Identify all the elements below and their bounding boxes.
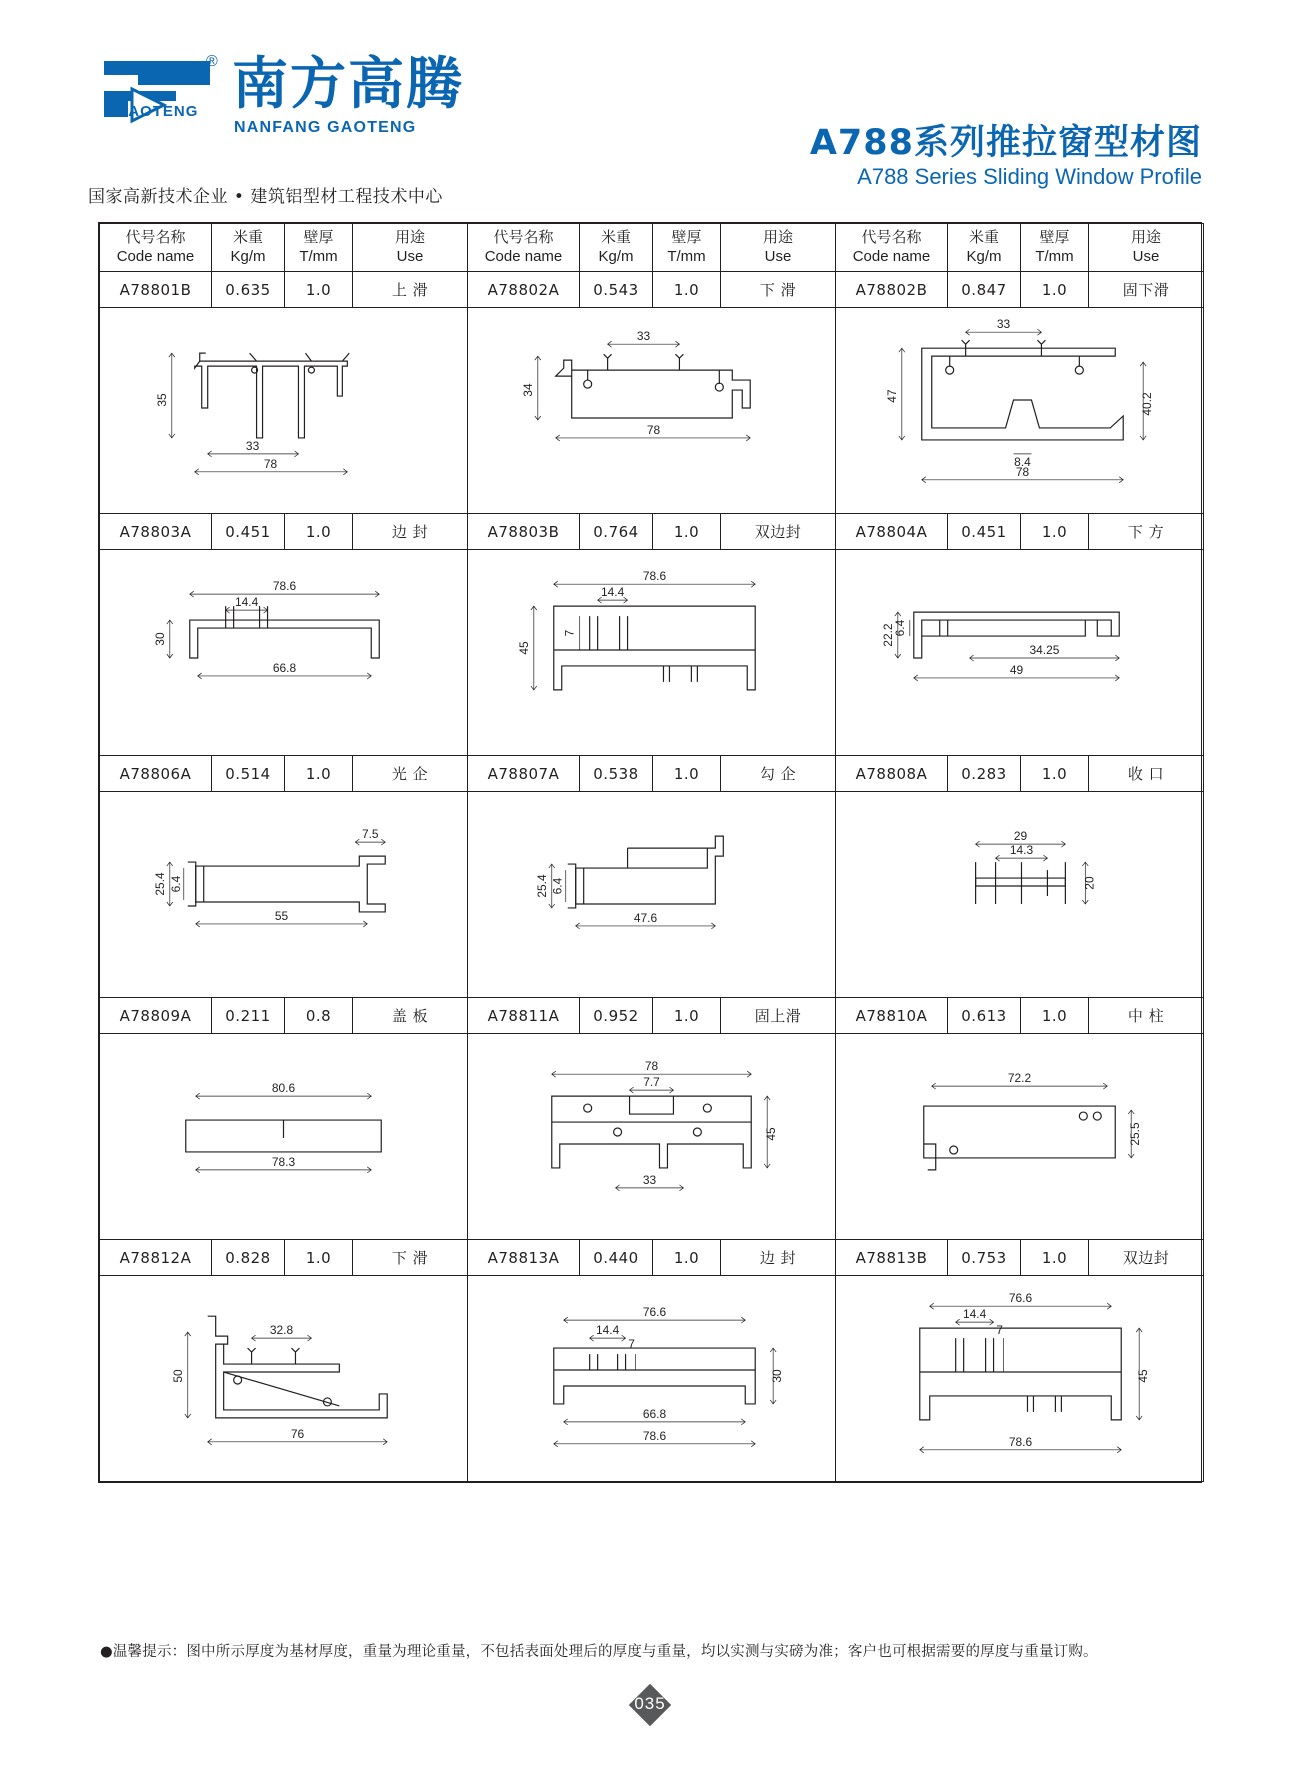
svg-text:76: 76	[290, 1426, 305, 1441]
header-use-2: 用途 Use	[721, 224, 836, 272]
cell-kg: 0.847	[948, 272, 1021, 308]
cell-kg: 0.753	[948, 1240, 1021, 1276]
cell-code: A78806A	[100, 756, 212, 792]
profile-drawing-A78801B	[100, 308, 468, 514]
cell-kg: 0.543	[580, 272, 653, 308]
cell-code: A78813B	[836, 1240, 948, 1276]
svg-text:29: 29	[1013, 829, 1028, 844]
cell-kg: 0.952	[580, 998, 653, 1034]
header-code-2: 代号名称 Code name	[468, 224, 580, 272]
svg-text:49: 49	[1009, 662, 1024, 677]
cell-use: 上 滑	[353, 272, 468, 308]
svg-text:34.25: 34.25	[1029, 642, 1060, 657]
svg-text:78.6: 78.6	[272, 579, 297, 594]
logo-wordmark-pinyin: NANFANG GAOTENG	[234, 119, 417, 136]
svg-text:78: 78	[644, 1059, 659, 1074]
cell-kg: 0.613	[948, 998, 1021, 1034]
profile-drawing-A78811A	[468, 1034, 836, 1240]
drawing-row	[100, 550, 1204, 756]
svg-text:78.3: 78.3	[271, 1154, 296, 1169]
cell-t: 1.0	[653, 756, 721, 792]
header-use-1: 用途 Use	[353, 224, 468, 272]
profile-drawing-A78803B	[468, 550, 836, 756]
drawing-row	[100, 792, 1204, 998]
profile-drawing-A78808A	[836, 792, 1204, 998]
profile-drawing-A78807A	[468, 792, 836, 998]
svg-text:33: 33	[636, 329, 651, 344]
svg-text:45: 45	[516, 641, 531, 655]
svg-text:7: 7	[562, 629, 577, 637]
cell-use: 光 企	[353, 756, 468, 792]
svg-text:47: 47	[884, 389, 899, 403]
cell-kg: 0.451	[948, 514, 1021, 550]
cell-t: 1.0	[653, 998, 721, 1034]
cell-code: A78813A	[468, 1240, 580, 1276]
cell-code: A78804A	[836, 514, 948, 550]
svg-text:25.4: 25.4	[152, 872, 167, 896]
table-row	[100, 272, 1204, 308]
cell-t: 1.0	[653, 1240, 721, 1276]
header-use-3: 用途 Use	[1089, 224, 1204, 272]
svg-text:72.2: 72.2	[1007, 1071, 1032, 1086]
cell-t: 1.0	[285, 272, 353, 308]
header-t-2: 壁厚 T/mm	[653, 224, 721, 272]
svg-text:7.5: 7.5	[361, 827, 379, 842]
cell-t: 1.0	[1021, 1240, 1089, 1276]
table-row	[100, 756, 1204, 792]
cell-code: A78809A	[100, 998, 212, 1034]
cell-t: 1.0	[1021, 756, 1089, 792]
svg-text:76.6: 76.6	[642, 1305, 667, 1320]
svg-text:7.7: 7.7	[643, 1075, 660, 1090]
svg-text:30: 30	[770, 1369, 785, 1383]
header-kg-3: 米重 Kg/m	[948, 224, 1021, 272]
svg-text:47.6: 47.6	[633, 910, 658, 925]
svg-text:35: 35	[154, 393, 169, 407]
cell-use: 固下滑	[1089, 272, 1204, 308]
svg-text:14.3: 14.3	[1009, 843, 1034, 858]
profile-table-container	[98, 222, 1202, 1483]
cell-use: 双边封	[721, 514, 836, 550]
profile-drawing-A78809A	[100, 1034, 468, 1240]
profile-drawing-A78813A	[468, 1276, 836, 1482]
cell-use: 固上滑	[721, 998, 836, 1034]
page-number-container	[0, 1690, 1300, 1725]
svg-text:6.4: 6.4	[168, 875, 183, 893]
table-row	[100, 514, 1204, 550]
cell-kg: 0.514	[212, 756, 285, 792]
drawing-row	[100, 308, 1204, 514]
svg-text:14.4: 14.4	[595, 1323, 620, 1338]
cell-code: A78802B	[836, 272, 948, 308]
page-number: 035	[634, 1694, 666, 1713]
cell-use: 下 方	[1089, 514, 1204, 550]
svg-text:34: 34	[520, 383, 535, 397]
cell-code: A78807A	[468, 756, 580, 792]
svg-text:80.6: 80.6	[271, 1081, 296, 1096]
cell-use: 下 滑	[721, 272, 836, 308]
svg-text:8.4: 8.4	[1014, 454, 1031, 469]
cell-code: A78802A	[468, 272, 580, 308]
svg-text:33: 33	[642, 1172, 657, 1187]
company-logo	[98, 52, 464, 137]
cell-kg: 0.440	[580, 1240, 653, 1276]
table-header-row	[100, 224, 1204, 272]
cell-use: 盖 板	[353, 998, 468, 1034]
cell-use: 双边封	[1089, 1240, 1204, 1276]
profile-table	[99, 223, 1204, 1482]
table-row	[100, 1240, 1204, 1276]
svg-text:66.8: 66.8	[272, 660, 297, 675]
cell-code: A78803A	[100, 514, 212, 550]
cell-t: 1.0	[285, 1240, 353, 1276]
svg-text:7: 7	[628, 1337, 635, 1352]
header-kg-1: 米重 Kg/m	[212, 224, 285, 272]
profile-drawing-A78810A	[836, 1034, 1204, 1240]
header-kg-2: 米重 Kg/m	[580, 224, 653, 272]
cell-t: 1.0	[653, 514, 721, 550]
cell-t: 1.0	[1021, 998, 1089, 1034]
cell-t: 1.0	[653, 272, 721, 308]
svg-text:22.2: 22.2	[880, 623, 895, 647]
cell-kg: 0.451	[212, 514, 285, 550]
svg-text:14.4: 14.4	[600, 585, 625, 600]
svg-text:78.6: 78.6	[642, 569, 667, 584]
header-code-1: 代号名称 Code name	[100, 224, 212, 272]
company-tagline: 国家高新技术企业 • 建筑铝型材工程技术中心	[88, 187, 443, 207]
cell-code: A78810A	[836, 998, 948, 1034]
footer-note: ●温馨提示：图中所示厚度为基材厚度，重量为理论重量，不包括表面处理后的厚度与重量，均以实测与实磅为准；客户也可根据需要的厚度与重量订购。	[100, 1644, 1098, 1660]
header-t-1: 壁厚 T/mm	[285, 224, 353, 272]
drawing-row	[100, 1034, 1204, 1240]
svg-text:78: 78	[1015, 464, 1030, 479]
svg-text:14.4: 14.4	[234, 595, 259, 610]
page-title-en: A788 Series Sliding Window Profile	[857, 164, 1202, 189]
svg-text:32.8: 32.8	[269, 1323, 294, 1338]
profile-drawing-A78803A	[100, 550, 468, 756]
logo-mark-icon	[98, 55, 216, 130]
svg-text:78.6: 78.6	[1008, 1434, 1033, 1449]
cell-kg: 0.764	[580, 514, 653, 550]
cell-t: 1.0	[285, 756, 353, 792]
svg-text:7: 7	[996, 1323, 1003, 1338]
svg-text:40.2: 40.2	[1140, 392, 1155, 416]
cell-use: 收 口	[1089, 756, 1204, 792]
cell-code: A78801B	[100, 272, 212, 308]
page-header	[0, 0, 1300, 205]
page-title-cn: A788系列推拉窗型材图	[809, 123, 1202, 163]
cell-kg: 0.211	[212, 998, 285, 1034]
svg-text:55: 55	[274, 908, 289, 923]
header-code-3: 代号名称 Code name	[836, 224, 948, 272]
svg-text:14.4: 14.4	[962, 1307, 987, 1322]
svg-text:45: 45	[764, 1127, 779, 1141]
profile-drawing-A78806A	[100, 792, 468, 998]
svg-text:6.4: 6.4	[892, 619, 907, 637]
profile-drawing-A78804A	[836, 550, 1204, 756]
svg-text:78.6: 78.6	[642, 1428, 667, 1443]
cell-kg: 0.538	[580, 756, 653, 792]
cell-t: 1.0	[285, 514, 353, 550]
cell-use: 勾 企	[721, 756, 836, 792]
svg-text:25.5: 25.5	[1128, 1122, 1143, 1146]
svg-text:20: 20	[1082, 876, 1097, 890]
profile-drawing-A78812A	[100, 1276, 468, 1482]
cell-t: 0.8	[285, 998, 353, 1034]
cell-use: 边 封	[353, 514, 468, 550]
registered-mark: ®	[206, 53, 218, 70]
cell-t: 1.0	[1021, 272, 1089, 308]
profile-drawing-A78813B	[836, 1276, 1204, 1482]
svg-text:78: 78	[263, 456, 278, 471]
svg-text:78: 78	[646, 422, 661, 437]
svg-text:66.8: 66.8	[642, 1406, 667, 1421]
cell-use: 中 柱	[1089, 998, 1204, 1034]
profile-drawing-A78802A	[468, 308, 836, 514]
cell-code: A78812A	[100, 1240, 212, 1276]
svg-text:30: 30	[152, 632, 167, 646]
cell-kg: 0.283	[948, 756, 1021, 792]
profile-drawing-A78802B	[836, 308, 1204, 514]
cell-code: A78811A	[468, 998, 580, 1034]
svg-text:33: 33	[996, 317, 1011, 332]
svg-text:25.4: 25.4	[534, 874, 549, 898]
cell-code: A78803B	[468, 514, 580, 550]
svg-text:33: 33	[245, 438, 260, 453]
cell-use: 边 封	[721, 1240, 836, 1276]
cell-kg: 0.828	[212, 1240, 285, 1276]
header-t-3: 壁厚 T/mm	[1021, 224, 1089, 272]
svg-text:6.4: 6.4	[550, 877, 565, 895]
drawing-row	[100, 1276, 1204, 1482]
svg-text:45: 45	[1136, 1369, 1151, 1383]
cell-use: 下 滑	[353, 1240, 468, 1276]
cell-t: 1.0	[1021, 514, 1089, 550]
table-row	[100, 998, 1204, 1034]
logo-wordmark-cn: 南方高腾	[232, 52, 464, 117]
cell-kg: 0.635	[212, 272, 285, 308]
logo-wordmark-en: GAOTENG	[115, 103, 199, 120]
cell-code: A78808A	[836, 756, 948, 792]
svg-text:76.6: 76.6	[1008, 1291, 1033, 1306]
svg-text:50: 50	[170, 1369, 185, 1383]
